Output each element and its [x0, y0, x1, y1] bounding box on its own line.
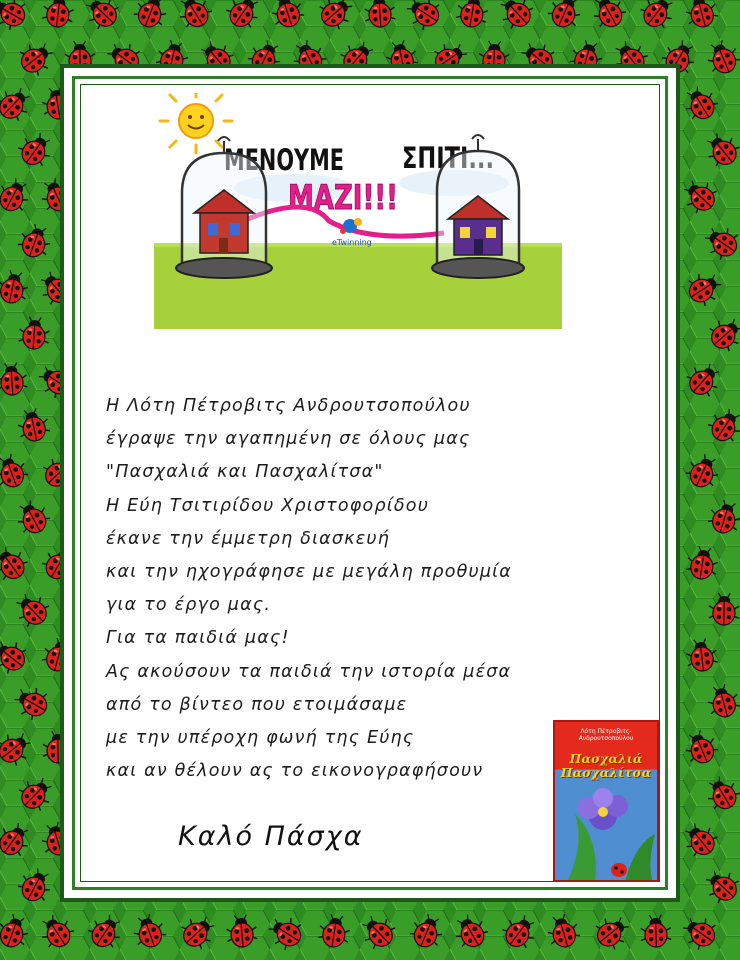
banner-title-2: ΣΠΙΤΙ...	[402, 141, 494, 175]
poem-line: για το έργο μας.	[106, 595, 272, 616]
page-frame	[60, 64, 680, 902]
banner-title-mazi: ΜΑΖΙ!!!	[288, 178, 398, 218]
greeting-text: Καλό Πάσχα	[178, 821, 364, 852]
poem-text	[106, 390, 586, 788]
banner-image	[154, 93, 562, 329]
poem-line: Η Εύη Τσιτιρίδου Χριστοφορίδου	[106, 495, 430, 516]
poem-line: Η Λότη Πέτροβιτς Ανδρουτσοπούλου	[106, 396, 471, 416]
book-title: Πασχαλιά Πασχαλίτσα	[560, 751, 652, 780]
book-author: Λότη Πέτροβιτς-Ανδρουτσοπούλου	[578, 728, 634, 742]
poem-line: Ας ακούσουν τα παιδιά την ιστορία μέσα	[106, 661, 512, 682]
poem-line: "Πασχαλιά και Πασχαλίτσα"	[106, 462, 384, 483]
sun-icon	[160, 93, 232, 153]
poem-line: με την υπέροχη φωνή της Εύης	[106, 728, 415, 749]
poem-line: έγραψε την αγαπημένη σε όλους μας	[106, 429, 471, 450]
banner-title-1: ΜΕΝΟΥΜΕ	[224, 143, 344, 177]
flower-illustration-icon	[555, 784, 657, 882]
poem-line: έκανε την έμμετρη διασκευή	[106, 528, 391, 549]
etwinning-logo-text: eTwinning	[332, 238, 372, 247]
book-cover-image	[553, 720, 659, 882]
poem-line: και την ηχογράφησε με μεγάλη προθυμία	[106, 562, 513, 583]
poem-line: από το βίντεο που ετοιμάσαμε	[106, 694, 408, 715]
poem-line: και αν θέλουν ας το εικονογραφήσουν	[106, 761, 484, 782]
poem-line: Για τα παιδιά μας!	[106, 628, 290, 649]
